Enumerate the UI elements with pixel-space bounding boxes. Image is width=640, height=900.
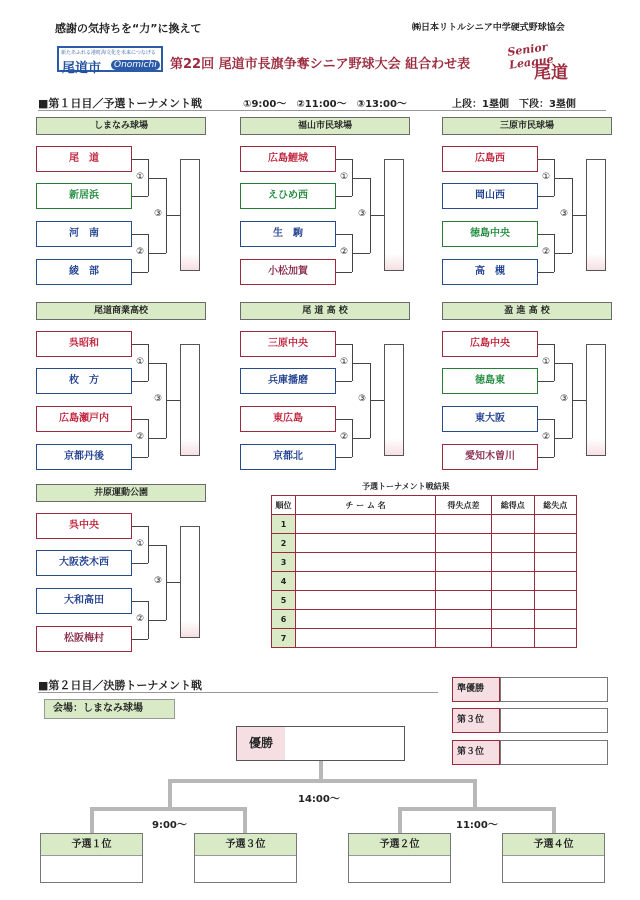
- bracket-line: [148, 545, 166, 546]
- bracket-winner-box: [384, 159, 404, 271]
- placing-box: [500, 740, 608, 765]
- bracket-line: [336, 457, 352, 458]
- team-slot: 東大阪: [442, 406, 538, 432]
- results-scored: [492, 610, 534, 629]
- results-scored: [492, 553, 534, 572]
- bracket-line: [352, 253, 370, 254]
- placing-box: [500, 708, 608, 733]
- results-scored: [492, 534, 534, 553]
- bracket-line: [148, 620, 166, 621]
- bracket-line: [148, 178, 166, 179]
- bracket-line: [132, 344, 148, 345]
- bracket-line: [538, 344, 554, 345]
- results-team: [296, 553, 436, 572]
- results-header-row: [272, 496, 577, 515]
- semi-line: [552, 807, 556, 834]
- results-rank: 3: [272, 553, 296, 572]
- placing-runner-up: [452, 677, 608, 702]
- bracket-line: [132, 196, 148, 197]
- results-header-diff: 得失点差: [436, 496, 492, 515]
- bracket-line: [132, 272, 148, 273]
- results-rank: 2: [272, 534, 296, 553]
- bracket-line: [132, 639, 148, 640]
- bracket-line: [132, 563, 148, 564]
- bracket-line: [572, 215, 586, 216]
- bracket-line: [336, 419, 352, 420]
- bracket-line: [336, 272, 352, 273]
- bracket-line: [336, 234, 352, 235]
- team-slot: 枚 方: [36, 368, 132, 394]
- results-rank: 6: [272, 610, 296, 629]
- bracket-winner-box: [586, 159, 606, 271]
- bracket-line: [538, 272, 554, 273]
- results-header-scored: 総得点: [492, 496, 534, 515]
- final-time: 14:00～: [298, 794, 340, 805]
- results-team: [296, 572, 436, 591]
- bracket-line: [538, 234, 554, 235]
- venue-label: 福山市民球場: [240, 117, 410, 135]
- placing-box: [500, 677, 608, 702]
- results-team: [296, 591, 436, 610]
- champion-label: 優勝: [237, 727, 285, 760]
- bracket-line: [554, 363, 572, 364]
- bracket-line: [554, 178, 572, 179]
- results-diff: [436, 591, 492, 610]
- champion-box: [236, 726, 405, 761]
- results-diff: [436, 534, 492, 553]
- results-table: [271, 495, 577, 648]
- day1-schedule: ①9:00～ ②11:00～ ③13:00～: [243, 99, 407, 110]
- match-mark: ③: [559, 209, 569, 220]
- results-allowed: [534, 610, 576, 629]
- results-team: [296, 534, 436, 553]
- results-rank: 4: [272, 572, 296, 591]
- team-slot: 広島鯉城: [240, 146, 336, 172]
- match-mark: ②: [541, 247, 551, 257]
- team-slot: 広島瀬戸内: [36, 406, 132, 432]
- team-slot: 徳島東: [442, 368, 538, 394]
- bracket-line: [572, 400, 586, 401]
- bracket-line: [538, 196, 554, 197]
- city-logo-name: 尾道市: [62, 61, 102, 76]
- bracket-line: [166, 215, 180, 216]
- bracket-line: [554, 253, 572, 254]
- venue-label: 尾道商業高校: [36, 302, 206, 320]
- results-scored: [492, 572, 534, 591]
- team-slot: 徳島中央: [442, 221, 538, 247]
- results-diff: [436, 553, 492, 572]
- semi-line: [398, 807, 402, 834]
- motto: 感謝の気持ちを“力”に換えて: [55, 22, 202, 35]
- venue-label: 盈 進 高 校: [442, 302, 612, 320]
- league-logo-city: 尾道: [534, 63, 568, 83]
- results-diff: [436, 629, 492, 648]
- bracket-line: [336, 196, 352, 197]
- venue-label: しまなみ球場: [36, 117, 206, 135]
- bracket-winner-box: [586, 344, 606, 456]
- bracket-winner-box: [180, 526, 200, 638]
- results-allowed: [534, 629, 576, 648]
- bracket-winner-box: [384, 344, 404, 456]
- day1-heading: ■第１日目／予選トーナメント戦: [38, 97, 202, 110]
- seed-slot: [40, 833, 143, 883]
- results-row: [272, 553, 577, 572]
- results-team: [296, 629, 436, 648]
- seed-label: 予選４位: [503, 834, 604, 856]
- bracket-line: [336, 344, 352, 345]
- bracket-line: [132, 526, 148, 527]
- match-mark: ②: [339, 247, 349, 257]
- match-mark: ②: [339, 432, 349, 442]
- results-header-rank: 順位: [272, 496, 296, 515]
- semi-line: [243, 807, 247, 834]
- team-slot: 綾 部: [36, 259, 132, 285]
- match-mark: ②: [541, 432, 551, 442]
- match-mark: ②: [135, 614, 145, 624]
- placing-third-b: [452, 740, 608, 765]
- final-line: [168, 779, 477, 783]
- final-line: [319, 761, 323, 781]
- city-logo: [57, 46, 163, 76]
- team-slot: 生 駒: [240, 221, 336, 247]
- bracket-line: [132, 381, 148, 382]
- results-scored: [492, 591, 534, 610]
- results-team: [296, 515, 436, 534]
- day2-rule: [38, 692, 438, 693]
- bracket-line: [132, 159, 148, 160]
- final-line: [473, 779, 477, 809]
- results-allowed: [534, 572, 576, 591]
- venue-label: 三原市民球場: [442, 117, 612, 135]
- team-slot: 大和高田: [36, 588, 132, 614]
- match-mark: ③: [357, 394, 367, 405]
- semi-line-left: [90, 807, 247, 811]
- final-venue: 会場：しまなみ球場: [44, 699, 175, 719]
- results-scored: [492, 629, 534, 648]
- results-row: [272, 629, 577, 648]
- bracket-line: [352, 363, 370, 364]
- bracket-line: [352, 178, 370, 179]
- bracket-line: [132, 234, 148, 235]
- team-slot: えひめ西: [240, 183, 336, 209]
- bracket-line: [370, 400, 384, 401]
- match-mark: ③: [153, 576, 163, 587]
- match-mark: ③: [153, 209, 163, 220]
- results-allowed: [534, 515, 576, 534]
- final-line: [168, 779, 172, 809]
- match-mark: ①: [135, 356, 145, 367]
- match-mark: ①: [339, 171, 349, 182]
- bracket-line: [132, 601, 148, 602]
- seed-slot: [194, 833, 297, 883]
- team-slot: 愛知木曽川: [442, 444, 538, 470]
- match-mark: ①: [541, 356, 551, 367]
- semi-line: [90, 807, 94, 834]
- bracket-line: [554, 438, 572, 439]
- bracket-line: [166, 582, 180, 583]
- results-allowed: [534, 591, 576, 610]
- placing-label: 第３位: [452, 708, 500, 733]
- bracket-line: [538, 457, 554, 458]
- bracket-line: [538, 159, 554, 160]
- team-slot: 広島中央: [442, 331, 538, 357]
- match-mark: ③: [153, 394, 163, 405]
- results-diff: [436, 515, 492, 534]
- seed-label: 予選３位: [195, 834, 296, 856]
- placing-label: 第３位: [452, 740, 500, 765]
- page-title: 第22回 尾道市長旗争奪シニア野球大会 組合わせ表: [170, 57, 471, 72]
- city-logo-roman: Onomichi: [111, 60, 160, 70]
- results-allowed: [534, 534, 576, 553]
- team-slot: 高 槻: [442, 259, 538, 285]
- day2-heading: ■第２日目／決勝トーナメント戦: [38, 679, 202, 692]
- bracket-line: [148, 363, 166, 364]
- bracket-line: [538, 419, 554, 420]
- results-allowed: [534, 553, 576, 572]
- bracket-line: [132, 457, 148, 458]
- placing-third-a: [452, 708, 608, 733]
- results-row: [272, 515, 577, 534]
- senior-league-logo: [508, 38, 592, 82]
- match-mark: ②: [135, 432, 145, 442]
- results-scored: [492, 515, 534, 534]
- association-name: ㈱日本リトルシニア中学硬式野球協会: [412, 23, 565, 33]
- team-slot: 尾 道: [36, 146, 132, 172]
- team-slot: 兵庫播磨: [240, 368, 336, 394]
- match-mark: ①: [339, 356, 349, 367]
- team-slot: 京都北: [240, 444, 336, 470]
- seed-label: 予選１位: [41, 834, 142, 856]
- team-slot: 三原中央: [240, 331, 336, 357]
- results-rank: 7: [272, 629, 296, 648]
- match-mark: ③: [357, 209, 367, 220]
- team-slot: 東広島: [240, 406, 336, 432]
- results-row: [272, 534, 577, 553]
- team-slot: 松阪梅村: [36, 626, 132, 652]
- results-row: [272, 591, 577, 610]
- match-mark: ①: [541, 171, 551, 182]
- team-slot: 岡山西: [442, 183, 538, 209]
- bracket-line: [538, 381, 554, 382]
- results-rank: 5: [272, 591, 296, 610]
- team-slot: 小松加賀: [240, 259, 336, 285]
- placing-label: 準優勝: [452, 677, 500, 702]
- results-rank: 1: [272, 515, 296, 534]
- venue-label: 尾 道 高 校: [240, 302, 410, 320]
- bracket-line: [336, 381, 352, 382]
- day1-sides: 上段：1塁側 下段：3塁側: [452, 99, 576, 110]
- seed-label: 予選２位: [349, 834, 450, 856]
- seed-slot: [502, 833, 605, 883]
- bracket-line: [352, 438, 370, 439]
- team-slot: 呉中央: [36, 513, 132, 539]
- bracket-line: [370, 215, 384, 216]
- team-slot: 新居浜: [36, 183, 132, 209]
- bracket-winner-box: [180, 159, 200, 271]
- results-row: [272, 572, 577, 591]
- bracket-winner-box: [180, 344, 200, 456]
- seed-slot: [348, 833, 451, 883]
- match-mark: ③: [559, 394, 569, 405]
- league-logo-text: Senior League: [506, 40, 555, 72]
- results-title: 予選トーナメント戦結果: [362, 482, 450, 491]
- results-diff: [436, 610, 492, 629]
- bracket-line: [166, 400, 180, 401]
- bracket-line: [148, 253, 166, 254]
- team-slot: 広島西: [442, 146, 538, 172]
- match-mark: ①: [135, 171, 145, 182]
- city-logo-tagline: 新たあふれる港町海文化を未来につなげる: [61, 50, 156, 56]
- match-mark: ②: [135, 247, 145, 257]
- semi-line-right: [398, 807, 556, 811]
- results-row: [272, 610, 577, 629]
- semi-time-left: 9:00～: [152, 820, 187, 831]
- team-slot: 京都丹後: [36, 444, 132, 470]
- bracket-line: [132, 419, 148, 420]
- results-header-team: チ ー ム 名: [296, 496, 436, 515]
- venue-label: 井原運動公園: [36, 484, 206, 502]
- results-diff: [436, 572, 492, 591]
- semi-time-right: 11:00～: [456, 820, 498, 831]
- team-slot: 呉昭和: [36, 331, 132, 357]
- team-slot: 河 南: [36, 221, 132, 247]
- team-slot: 大阪茨木西: [36, 550, 132, 576]
- day1-rule: [38, 110, 606, 111]
- match-mark: ①: [135, 538, 145, 549]
- results-header-allowed: 総失点: [534, 496, 576, 515]
- bracket-line: [148, 438, 166, 439]
- results-team: [296, 610, 436, 629]
- bracket-line: [336, 159, 352, 160]
